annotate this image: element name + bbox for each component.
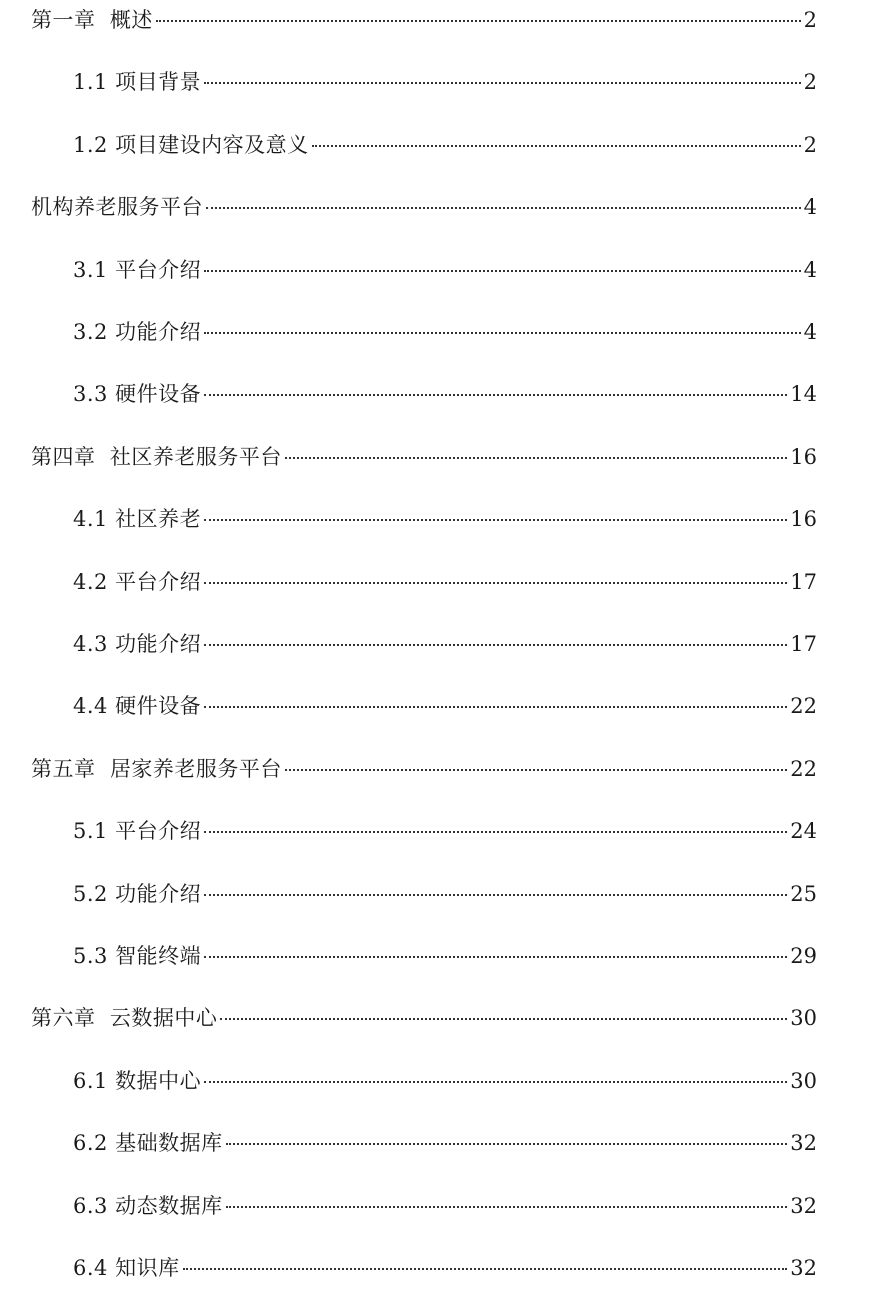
toc-entry[interactable] <box>73 941 817 971</box>
toc-entry-page-number: 32 <box>790 1194 817 1218</box>
toc-entry-page-number: 22 <box>790 757 817 781</box>
toc-entry-page-number: 17 <box>790 632 817 656</box>
toc-entry-page-number: 30 <box>790 1006 817 1030</box>
toc-entry-title: 1.2 项目建设内容及意义 <box>73 133 309 157</box>
toc-entry-title: 5.2 功能介绍 <box>73 882 202 906</box>
toc-entry-title: 5.3 智能终端 <box>73 944 202 968</box>
toc-dot-leader <box>226 1143 788 1145</box>
toc-entry[interactable] <box>73 130 817 160</box>
toc-dot-leader <box>204 270 801 272</box>
toc-dot-leader <box>156 20 801 22</box>
toc-entry[interactable] <box>73 567 817 597</box>
toc-entry-title: 第六章 云数据中心 <box>31 1006 218 1030</box>
toc-entry-title: 第一章 概述 <box>31 8 153 32</box>
toc-entry[interactable] <box>31 1003 817 1033</box>
toc-entry[interactable] <box>73 255 817 285</box>
toc-entry-page-number: 24 <box>790 819 817 843</box>
toc-dot-leader <box>312 145 801 147</box>
toc-dot-leader <box>226 1206 788 1208</box>
toc-entry[interactable] <box>73 1128 817 1158</box>
toc-entry-page-number: 29 <box>790 944 817 968</box>
toc-entry-page-number: 4 <box>803 195 817 219</box>
toc-entry-title: 6.4 知识库 <box>73 1256 180 1280</box>
toc-dot-leader <box>204 519 787 521</box>
toc-dot-leader <box>204 831 787 833</box>
toc-entry-page-number: 30 <box>790 1069 817 1093</box>
toc-dot-leader <box>204 82 801 84</box>
toc-entry-page-number: 2 <box>803 8 817 32</box>
toc-entry-page-number: 16 <box>790 445 817 469</box>
toc-entry[interactable] <box>73 379 817 409</box>
toc-entry-title: 机构养老服务平台 <box>31 195 203 219</box>
toc-dot-leader <box>204 706 787 708</box>
toc-entry-title: 4.4 硬件设备 <box>73 694 202 718</box>
toc-dot-leader <box>285 769 787 771</box>
toc-entry-page-number: 14 <box>790 382 817 406</box>
toc-entry[interactable] <box>73 816 817 846</box>
toc-dot-leader <box>204 894 787 896</box>
toc-entry-title: 第五章 居家养老服务平台 <box>31 757 282 781</box>
toc-entry-page-number: 2 <box>803 133 817 157</box>
toc-entry-page-number: 16 <box>790 507 817 531</box>
toc-entry-page-number: 4 <box>803 320 817 344</box>
toc-entry-title: 4.2 平台介绍 <box>73 570 202 594</box>
toc-entry-page-number: 32 <box>790 1131 817 1155</box>
toc-entry-title: 4.3 功能介绍 <box>73 632 202 656</box>
toc-entry-title: 6.1 数据中心 <box>73 1069 202 1093</box>
toc-entry[interactable] <box>73 1066 817 1096</box>
toc-entry-page-number: 4 <box>803 258 817 282</box>
toc-entry-title: 3.3 硬件设备 <box>73 382 202 406</box>
toc-entry-title: 6.2 基础数据库 <box>73 1131 223 1155</box>
toc-entry-title: 5.1 平台介绍 <box>73 819 202 843</box>
toc-dot-leader <box>204 582 787 584</box>
toc-dot-leader <box>204 956 787 958</box>
toc-entry-page-number: 25 <box>790 882 817 906</box>
toc-entry[interactable] <box>31 5 817 35</box>
toc-entry-page-number: 22 <box>790 694 817 718</box>
toc-entry-title: 第四章 社区养老服务平台 <box>31 445 282 469</box>
toc-entry[interactable] <box>73 317 817 347</box>
toc-entry-page-number: 32 <box>790 1256 817 1280</box>
toc-entry-title: 1.1 项目背景 <box>73 70 202 94</box>
toc-entry[interactable] <box>73 1253 817 1283</box>
toc-entry-title: 3.2 功能介绍 <box>73 320 202 344</box>
toc-entry-title: 3.1 平台介绍 <box>73 258 202 282</box>
toc-dot-leader <box>206 207 801 209</box>
toc-entry-title: 4.1 社区养老 <box>73 507 202 531</box>
toc-entry[interactable] <box>73 1191 817 1221</box>
toc-entry-title: 6.3 动态数据库 <box>73 1194 223 1218</box>
toc-entry[interactable] <box>73 67 817 97</box>
toc-dot-leader <box>183 1268 788 1270</box>
toc-entry[interactable] <box>73 879 817 909</box>
toc-dot-leader <box>220 1018 787 1020</box>
toc-entry[interactable] <box>73 691 817 721</box>
toc-entry[interactable] <box>73 504 817 534</box>
toc-dot-leader <box>285 457 787 459</box>
toc-dot-leader <box>204 394 787 396</box>
toc-dot-leader <box>204 644 787 646</box>
toc-entry-page-number: 17 <box>790 570 817 594</box>
toc-entry-page-number: 2 <box>803 70 817 94</box>
toc-entry[interactable] <box>31 192 817 222</box>
toc-entry[interactable] <box>31 442 817 472</box>
toc-entry[interactable] <box>73 629 817 659</box>
toc-dot-leader <box>204 1081 787 1083</box>
toc-entry[interactable] <box>31 754 817 784</box>
toc-dot-leader <box>204 332 801 334</box>
